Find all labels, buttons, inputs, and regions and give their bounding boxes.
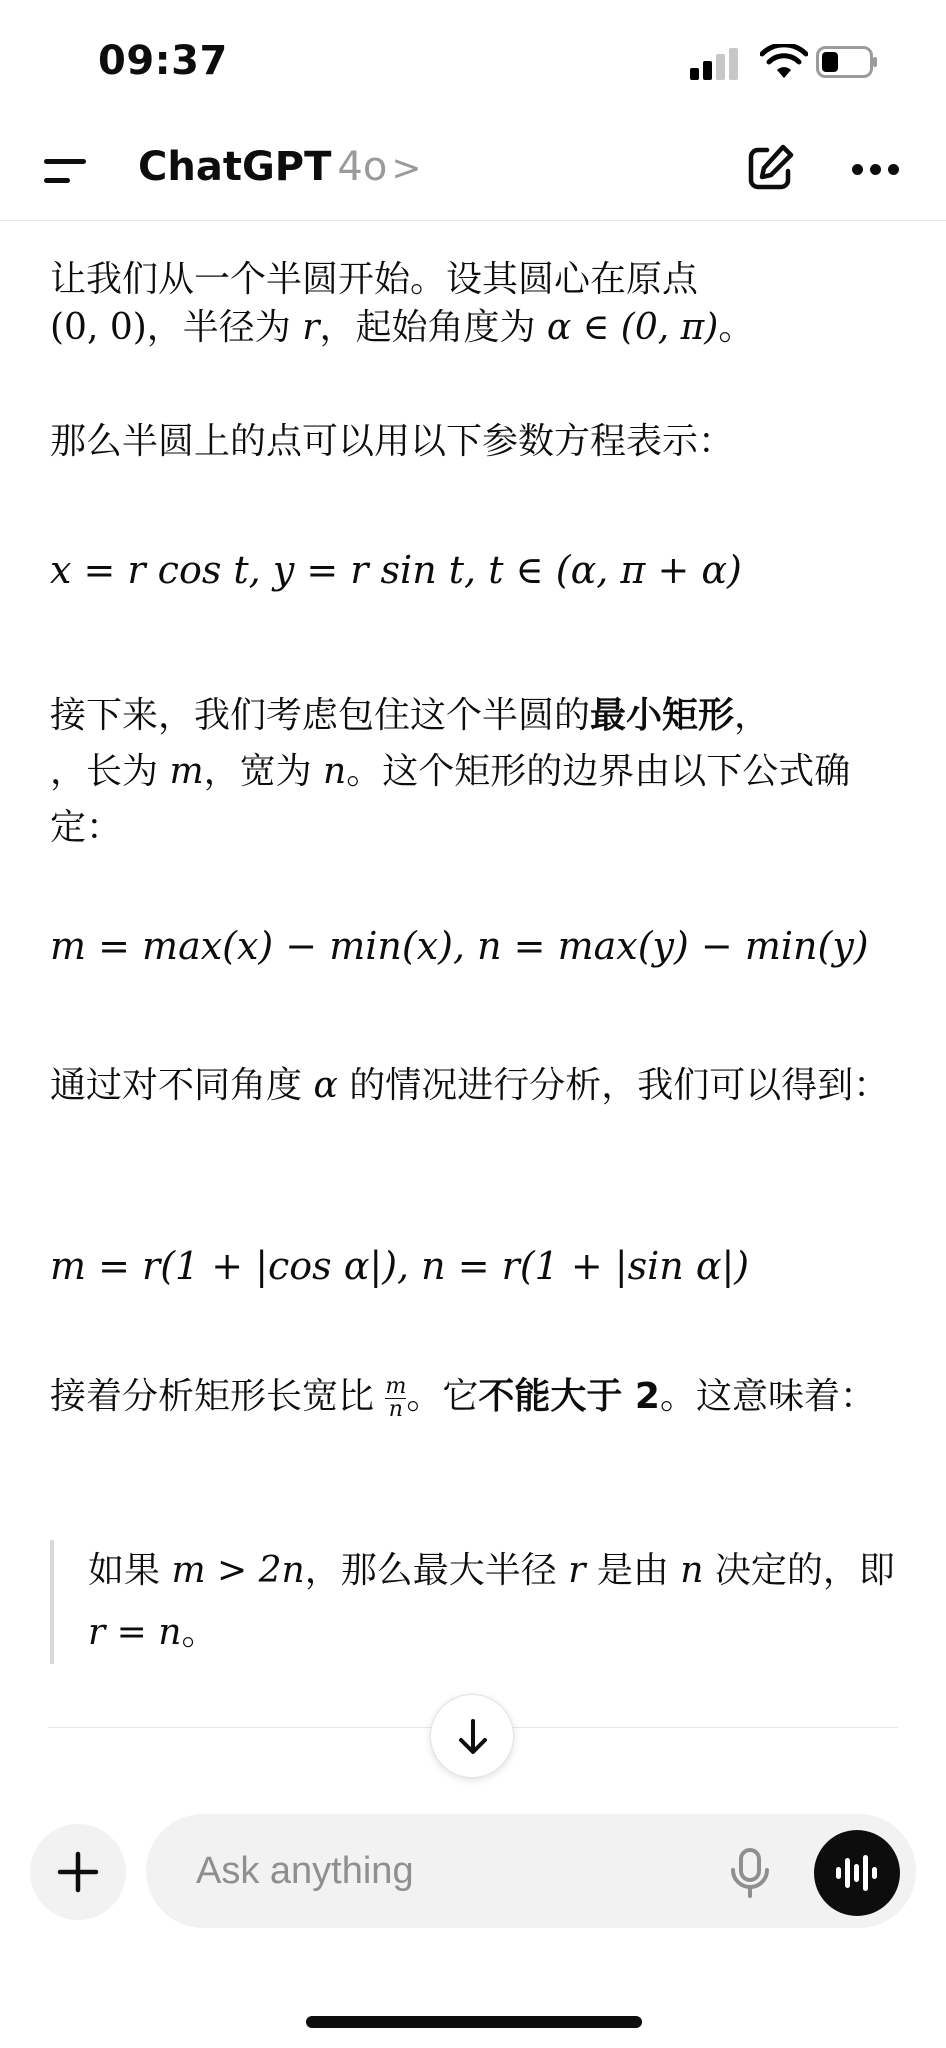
paragraph-5: 接着分析矩形长宽比 $\frac{m}{n}$ 。它不能大于 2。这意味着： xyxy=(50,1373,876,1422)
voice-mode-button[interactable] xyxy=(814,1830,900,1916)
math-origin: (0, 0) xyxy=(50,307,147,348)
status-bar xyxy=(0,0,946,120)
scroll-to-bottom-button[interactable] xyxy=(430,1694,514,1778)
mic-icon[interactable] xyxy=(728,1848,772,1898)
equation-bounds: m = max(x) − min(x), n = max(y) − min(y) xyxy=(50,924,869,968)
message-input[interactable] xyxy=(146,1814,916,1928)
paragraph-3: 接下来，我们考虑包住这个半圆的最小矩形， ，长为 m，宽为 n。这个矩形的边界由以下公式确定： xyxy=(50,695,851,848)
equation-results: m = r(1 + |cos α|), n = r(1 + |sin α|) xyxy=(50,1244,750,1288)
model-name: 4o xyxy=(337,144,388,190)
math-alpha-range: α ∈ (0, π) xyxy=(546,307,719,348)
paragraph-4: 通过对不同角度 α 的情况进行分析，我们可以得到： xyxy=(50,1065,890,1106)
arrow-down-icon xyxy=(451,1715,495,1759)
bold-min-rectangle: 最小矩形 xyxy=(590,695,735,736)
chevron-right-icon: > xyxy=(391,148,422,189)
compose-icon[interactable] xyxy=(744,142,796,194)
model-selector[interactable] xyxy=(138,144,421,190)
math-r: r xyxy=(302,307,320,348)
home-indicator xyxy=(306,2016,642,2028)
cellular-signal-icon xyxy=(690,48,738,80)
more-icon[interactable] xyxy=(852,164,900,178)
equation-parametric: x = r cos t, y = r sin t, t ∈ (α, π + α) xyxy=(50,548,742,592)
paragraph-2: 那么半圆上的点可以用以下参数方程表示： xyxy=(50,421,735,462)
paragraph-1: 让我们从一个半圆开始。设其圆心在原点 (0, 0)，半径为 r，起始角度为 α ∈ (0, π)。 xyxy=(50,259,755,348)
add-attachment-button[interactable] xyxy=(30,1824,126,1920)
top-nav-bar xyxy=(0,120,946,221)
battery-icon xyxy=(816,46,878,78)
input-placeholder: Ask anything xyxy=(196,1850,414,1892)
menu-icon[interactable] xyxy=(42,154,90,188)
voice-waveform-icon xyxy=(834,1852,880,1894)
blockquote: 如果 m > 2n，那么最大半径 r 是由 n 决定的，即 r = n。 xyxy=(50,1540,900,1664)
plus-icon xyxy=(56,1850,100,1894)
wifi-icon xyxy=(760,44,808,80)
status-time: 09:37 xyxy=(98,38,228,84)
math-fraction: $\frac{m}{n}$ xyxy=(385,1373,407,1422)
app-title: ChatGPT xyxy=(138,144,332,190)
bold-not-greater-than-2: 不能大于 2 xyxy=(478,1376,660,1417)
